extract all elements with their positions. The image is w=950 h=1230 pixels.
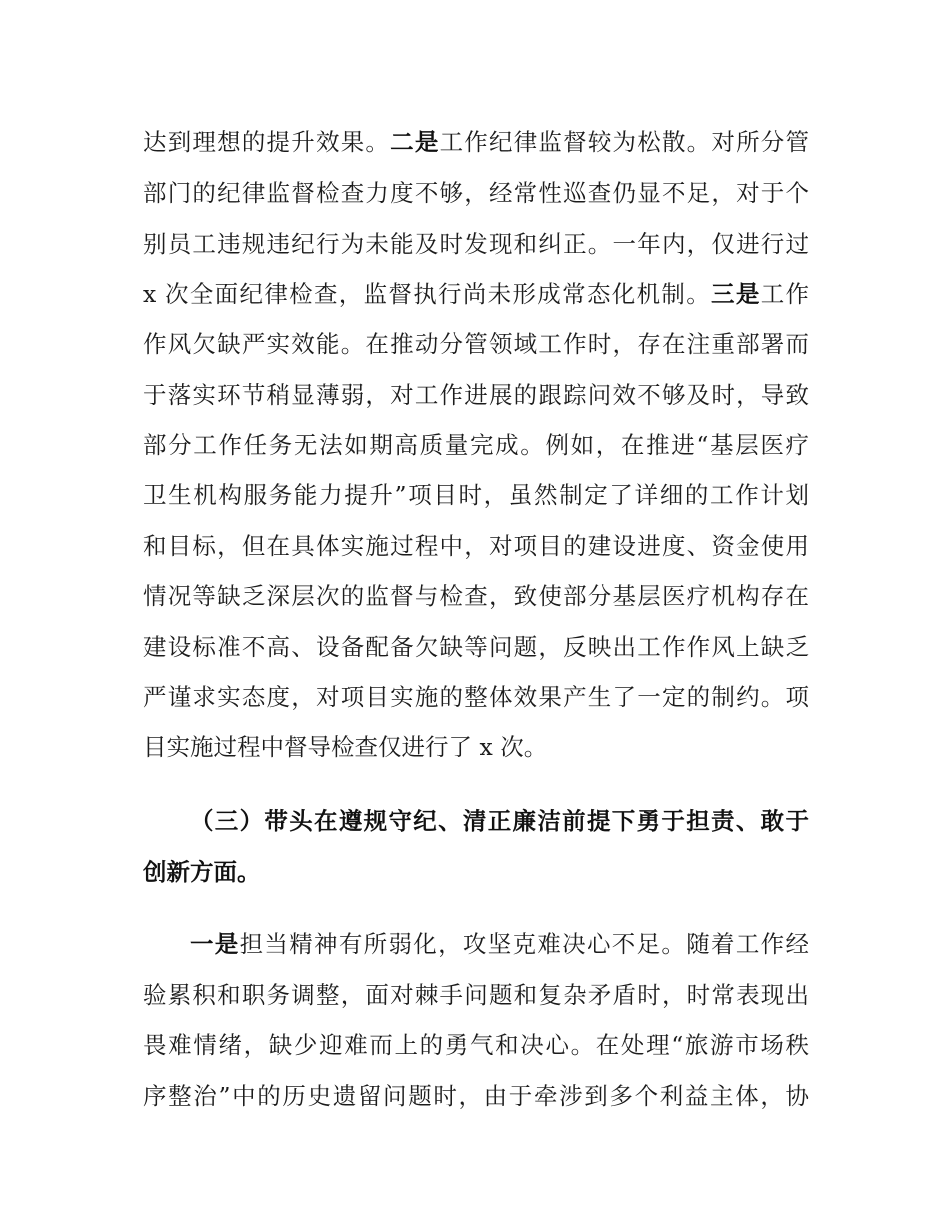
paragraph-line: 部门的纪律监督检查力度不够，经常性巡查仍显不足，对于个 [143,179,809,207]
paragraph-line: 目实施过程中督导检查仅进行了 x 次。 [143,733,548,761]
paragraph-line: 作风欠缺严实效能。在推动分管领域工作时，存在注重部署而 [143,330,809,358]
paragraph-line: 于落实环节稍显薄弱，对工作进展的跟踪问效不够及时，导致 [143,381,809,409]
paragraph-line: 严谨求实态度，对项目实施的整体效果产生了一定的制约。项 [143,683,809,711]
paragraph-line: x 次全面纪律检查，监督执行尚未形成常态化机制。三是工作 [143,280,810,308]
paragraph-line: 情况等缺乏深层次的监督与检查，致使部分基层医疗机构存在 [143,582,809,610]
paragraph-line: 和目标，但在具体实施过程中，对项目的建设进度、资金使用 [143,532,809,560]
paragraph-line: 建设标准不高、设备配备欠缺等问题，反映出工作作风上缺乏 [143,633,809,661]
section-heading: （三）带头在遵规守纪、清正廉洁前提下勇于担责、敢于 [190,807,809,835]
paragraph-line: 别员工违规违纪行为未能及时发现和纠正。一年内，仅进行过 [143,230,809,258]
emphasis-text: 一是 [190,930,240,958]
emphasis-text: 三是 [711,280,761,308]
section-heading: 创新方面。 [143,858,261,886]
paragraph-line: 畏难情绪，缺少迎难而上的勇气和决心。在处理“旅游市场秩 [143,1031,809,1059]
paragraph-line: 达到理想的提升效果。二是工作纪律监督较为松散。对所分管 [143,128,810,156]
paragraph-line: 验累积和职务调整，面对棘手问题和复杂矛盾时，时常表现出 [143,981,809,1009]
paragraph-line: 部分工作任务无法如期高质量完成。例如，在推进“基层医疗 [143,431,809,459]
paragraph-line: 序整治”中的历史遗留问题时，由于牵涉到多个利益主体，协 [143,1082,809,1110]
emphasis-text: 二是 [390,128,440,156]
paragraph-line: 一是担当精神有所弱化，攻坚克难决心不足。随着工作经 [190,930,809,958]
paragraph-line: 卫生机构服务能力提升”项目时，虽然制定了详细的工作计划 [143,481,809,509]
